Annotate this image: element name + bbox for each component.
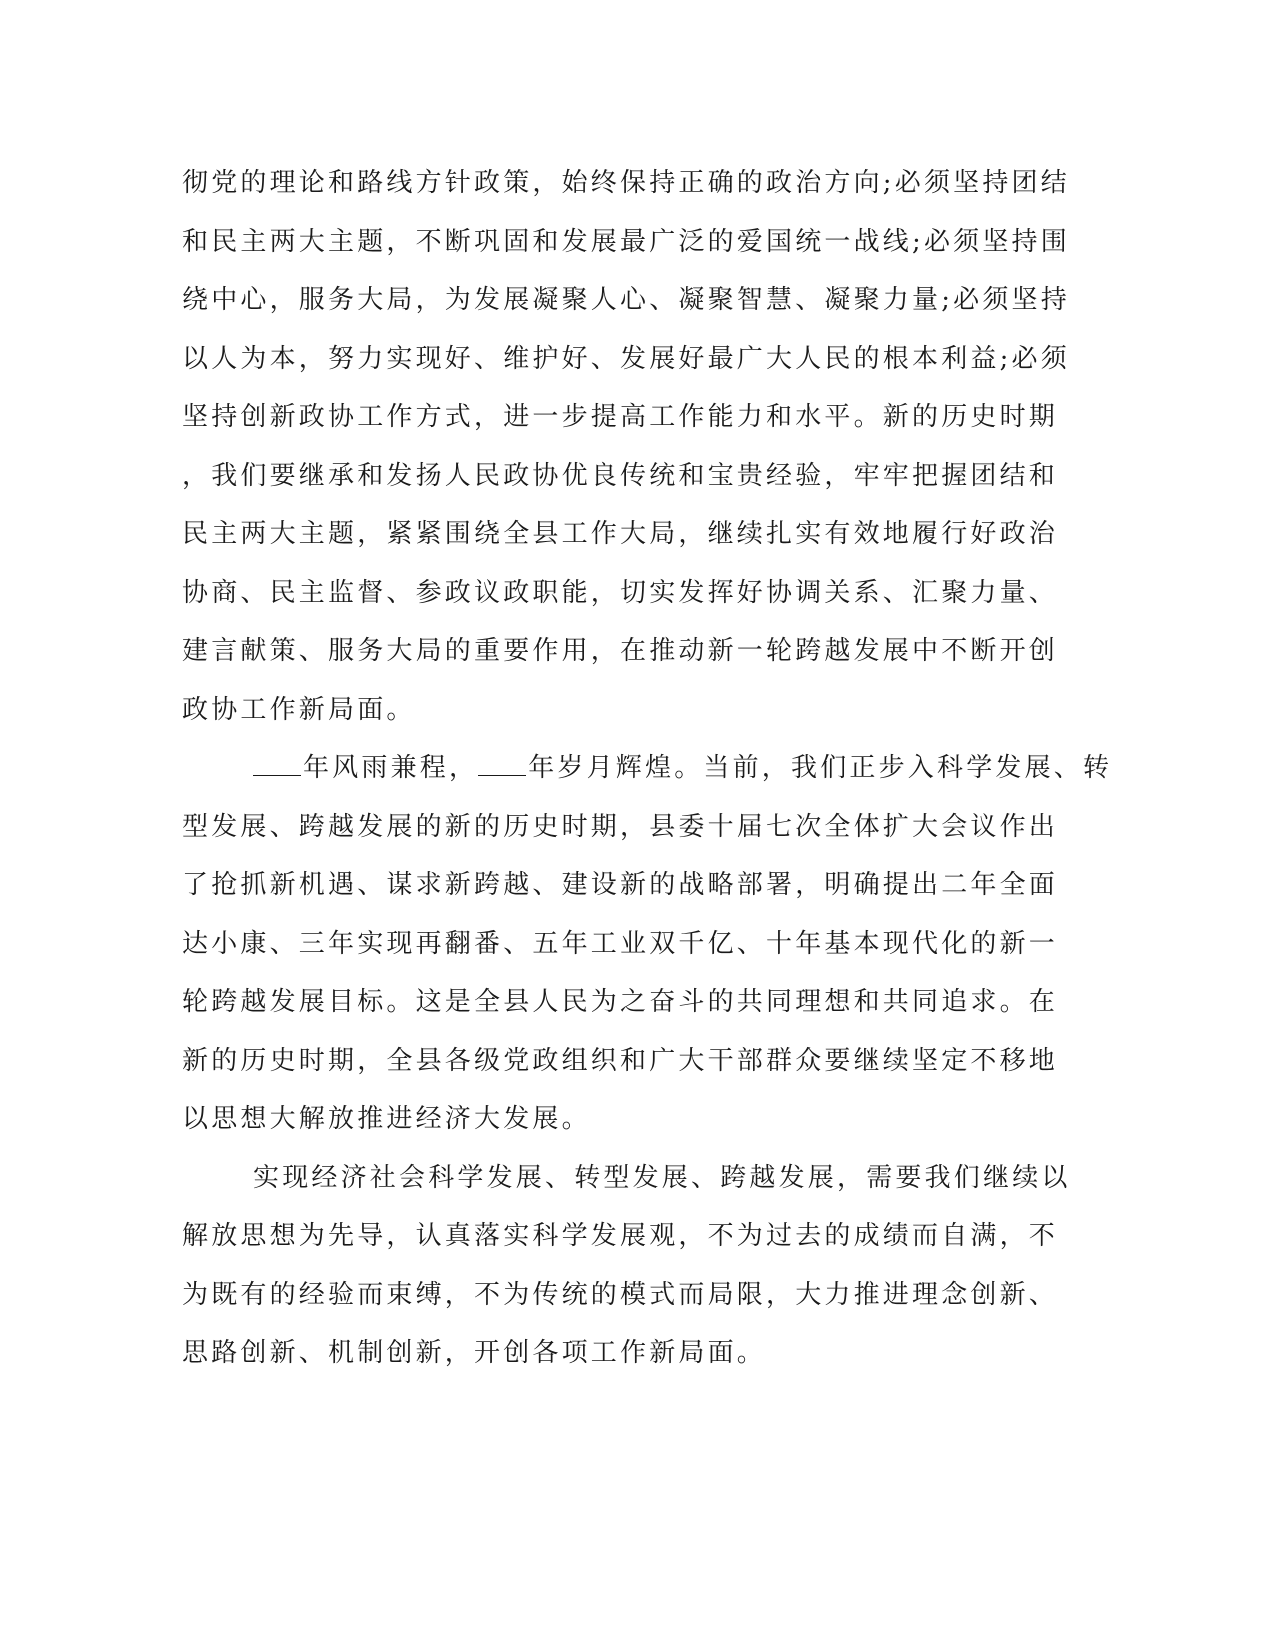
text-line: 以人为本，努力实现好、维护好、发展好最广大人民的根本利益;必须	[182, 343, 1070, 374]
text-line: 新的历史时期，全县各级党政组织和广大干部群众要继续坚定不移地	[182, 1045, 1059, 1076]
text-line: 了抢抓新机遇、谋求新跨越、建设新的战略部署，明确提出二年全面	[182, 870, 1059, 900]
text-segment: 年风雨兼程，	[303, 753, 479, 783]
text-line: 型发展、跨越发展的新的历史时期，县委十届七次全体扩大会议作出	[182, 811, 1059, 842]
text-line: 和民主两大主题，不断巩固和发展最广泛的爱国统一战线;必须坚持围	[182, 226, 1070, 257]
text-line: 民主两大主题，紧紧围绕全县工作大局，继续扎实有效地履行好政治	[182, 519, 1059, 549]
text-line: 为既有的经验而束缚，不为传统的模式而局限，大力推进理念创新、	[182, 1279, 1059, 1310]
text-line: 思路创新、机制创新，开创各项工作新局面。	[182, 1338, 767, 1368]
text-line: 绕中心，服务大局，为发展凝聚人心、凝聚智慧、凝聚力量;必须坚持	[182, 285, 1070, 315]
text-line: 建言献策、服务大局的重要作用，在推动新一轮跨越发展中不断开创	[182, 636, 1059, 666]
text-line: 坚持创新政协工作方式，进一步提高工作能力和水平。新的历史时期	[182, 402, 1059, 432]
paragraph-1	[182, 154, 1082, 739]
text-segment: 年岁月辉煌。当前，我们正步入科学发展、转	[528, 753, 1113, 783]
text-line: 以思想大解放推进经济大发展。	[182, 1104, 591, 1134]
text-line-first: 实现经济社会科学发展、转型发展、跨越发展，需要我们继续以	[253, 1162, 1071, 1193]
document-body	[182, 154, 1113, 1383]
text-line-first	[182, 739, 1113, 798]
paragraph-3	[182, 1149, 1082, 1383]
text-line: 协商、民主监督、参政议政职能，切实发挥好协调关系、汇聚力量、	[182, 577, 1059, 608]
text-line: 达小康、三年实现再翻番、五年工业双千亿、十年基本现代化的新一	[182, 928, 1059, 959]
text-line: 彻党的理论和路线方针政策，始终保持正确的政治方向;必须坚持团结	[182, 168, 1070, 198]
fill-in-blank	[253, 755, 301, 776]
fill-in-blank	[478, 755, 526, 776]
text-line: 轮跨越发展目标。这是全县人民为之奋斗的共同理想和共同追求。在	[182, 987, 1059, 1017]
text-line: 解放思想为先导，认真落实科学发展观，不为过去的成绩而自满，不	[182, 1221, 1059, 1251]
paragraph-2	[182, 739, 1113, 1149]
text-line: ，我们要继承和发扬人民政协优良传统和宝贵经验，牢牢把握团结和	[182, 460, 1059, 491]
text-line: 政协工作新局面。	[182, 694, 416, 725]
